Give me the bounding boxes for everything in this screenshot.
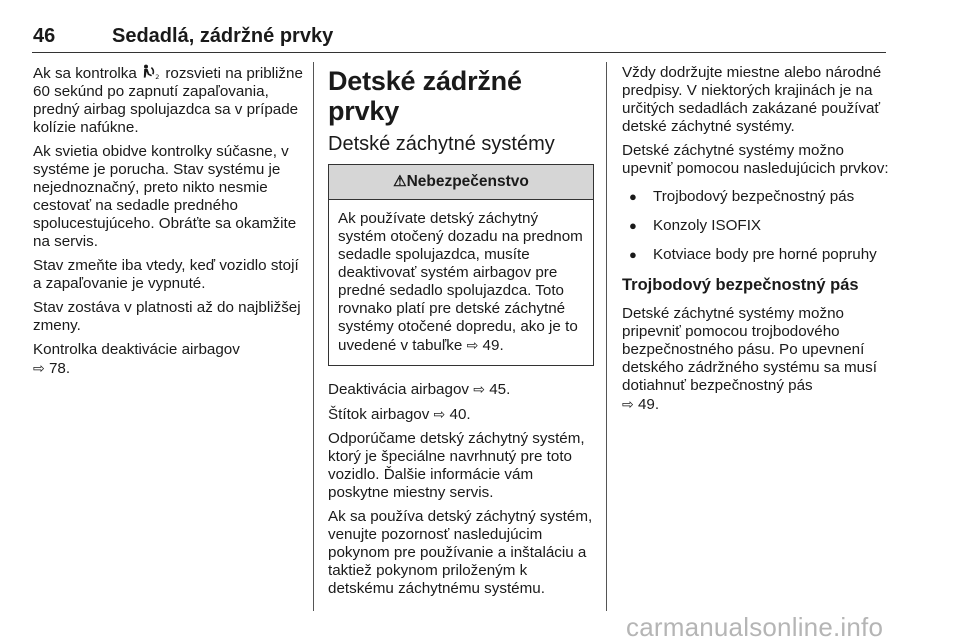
page-reference[interactable]: 78. [48,360,71,377]
warning-body [329,200,593,365]
svg-text:2: 2 [155,73,160,80]
warning-title: Nebezpečenstvo [406,173,529,190]
list-item: ● Kotviace body pre horné popruhy [622,246,892,264]
warning-text: Ak používate detský záchytný systém otočený dozadu na prednom sedadle spolujazdca, musíte deaktivovať systém airbagov pre predné sedadlo spolujazdca. Toto rovnako platí pre detské záchytné systémy otočené dopredu, ako je to uvedené v tabuľke [338,210,583,354]
warning-triangle-icon: ⚠ [393,173,407,190]
paragraph [328,380,596,399]
watermark: carmanualsonline.info [626,612,884,642]
warning-box [328,164,594,366]
page-header [32,24,886,53]
paragraph: Vždy dodržujte miestne alebo národné predpisy. V niektorých krajinách je na určitých sedadlách zakázané používať detské záchytné systémy. [622,64,882,135]
reference-arrow-icon: ⇨ [433,406,446,422]
list-item: ● Konzoly ISOFIX [622,217,892,235]
paragraph-text: Kontrolka deaktivácie airbagov [33,341,240,358]
paragraph-text: rozsvieti na približne 60 sekúnd po zapnutí zapaľovania, predný airbag spolujazdca sa v prípade kolízie nafúkne. [33,65,303,136]
section-heading: Detské záchytné systémy [328,133,555,155]
paragraph [33,341,303,378]
list-item: ● Trojbodový bezpečnostný pás [622,188,892,206]
paragraph: Detské záchytné systémy možno upevniť pomocou nasledujúcich prvkov: [622,142,889,177]
column-divider [313,62,314,611]
paragraph-text: Detské záchytné systémy možno pripevniť pomocou trojbodového bezpečnostného pásu. Po upevnení detského zádržného systému sa musí dotiahnuť bezpečnostný pás [622,305,877,394]
paragraph-text: Štítok airbagov [328,406,430,423]
reference-arrow-icon: ⇨ [622,396,634,412]
paragraph: Ak sa používa detský záchytný systém, venujte pozornosť nasledujúcim pokynom pre používanie a inštaláciu a taktiež pokynom priloženým k detskému záchytnému systému. [328,508,593,597]
column-right [622,64,892,420]
paragraph [33,64,303,137]
page-reference[interactable]: 45. [489,381,511,398]
warning-header [329,165,593,200]
paragraph [328,405,596,424]
reference-arrow-icon: ⇨ [473,381,485,397]
reference-arrow-icon: ⇨ [466,337,479,353]
page-reference[interactable]: 49. [637,396,660,413]
column-middle [328,64,596,604]
paragraph: Odporúčame detský záchytný systém, ktorý je špeciálne navrhnutý pre toto vozidlo. Ďalšie informácie vám poskytne miestny servis. [328,430,585,501]
page-reference[interactable]: 40. [449,406,471,423]
column-left [33,64,303,384]
reference-arrow-icon: ⇨ [33,360,45,376]
paragraph: Stav zostáva v platnosti až do najbližšej zmeny. [33,299,301,334]
paragraph-text: Ak sa kontrolka [33,65,137,82]
paragraph-text: Deaktivácia airbagov [328,381,469,398]
bullet-list [622,188,892,264]
paragraph [622,305,892,414]
section-title: Sedadlá, zádržné prvky [112,25,334,47]
page-number: 46 [33,25,56,47]
paragraph: Ak svietia obidve kontrolky súčasne, v systéme je porucha. Stav systému je nejednoznačný, preto nikto nesmie cestovať na sedadle predného spolucestujúceho. Obráťte sa okamžite na servis. [33,143,297,250]
subsection-heading: Trojbodový bezpečnostný pás [622,276,859,294]
airbag-off-indicator-icon [141,64,161,80]
page-reference[interactable]: 49. [482,337,504,354]
paragraph: Stav zmeňte iba vtedy, keď vozidlo stojí a zapaľovanie je vypnuté. [33,257,299,292]
chapter-heading: Detské zádržné prvky [328,66,522,126]
column-divider [606,62,607,611]
